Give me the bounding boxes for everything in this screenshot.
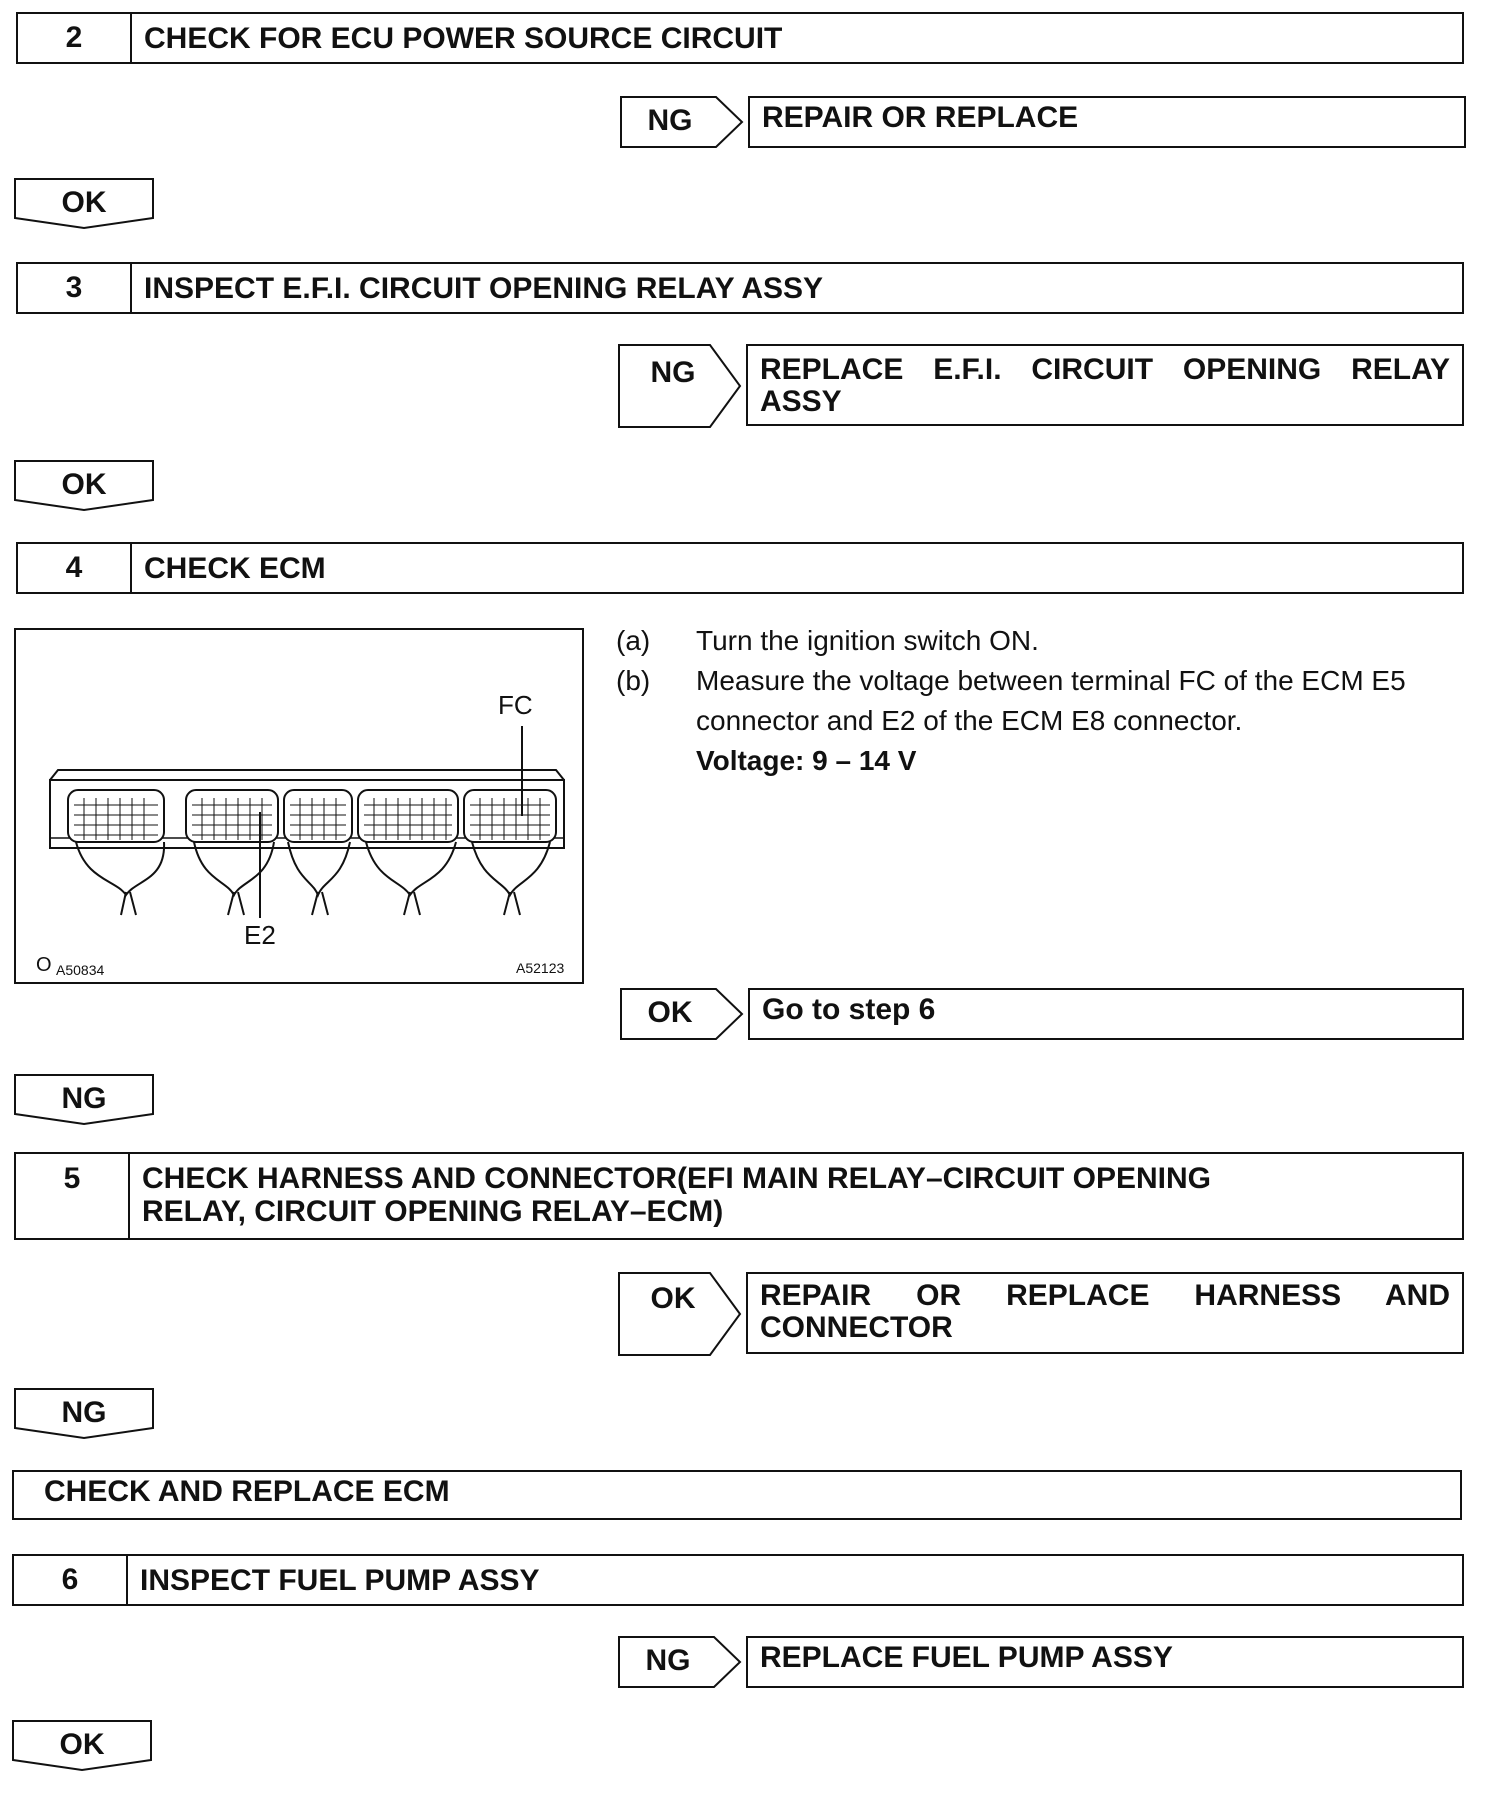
instruction-b-label: (b) bbox=[616, 665, 651, 696]
step-number: 3 bbox=[18, 264, 132, 312]
step-title: INSPECT E.F.I. CIRCUIT OPENING RELAY ASSY bbox=[144, 271, 824, 305]
step-number-text: 5 bbox=[63, 1162, 81, 1195]
step-title-line1: CHECK HARNESS AND CONNECTOR(EFI MAIN RELAY–CIRCUIT OPENING bbox=[142, 1162, 1211, 1195]
step-title bbox=[130, 1154, 1223, 1238]
ok-flow-label: OK bbox=[61, 186, 107, 219]
step-number: 6 bbox=[14, 1556, 128, 1604]
step-title: CHECK ECM bbox=[144, 551, 326, 585]
repair-or-replace-box bbox=[748, 96, 1466, 148]
repair-harness-box bbox=[746, 1272, 1464, 1354]
ok-tag-label: OK bbox=[647, 996, 693, 1029]
result-text-line1: REPLACE E.F.I. CIRCUIT OPENING RELAY bbox=[760, 353, 1450, 386]
result-text: Go to step 6 bbox=[762, 993, 936, 1026]
ng-flow-label: NG bbox=[61, 1082, 107, 1115]
e2-terminal-label: E2 bbox=[244, 920, 276, 950]
instruction-a-label: (a) bbox=[616, 625, 651, 656]
check-and-replace-ecm-box bbox=[12, 1470, 1462, 1520]
step-6-header bbox=[12, 1554, 1464, 1606]
step-number: 4 bbox=[18, 544, 132, 592]
figure-code-left: A50834 bbox=[56, 962, 105, 978]
ok-flow-label: OK bbox=[59, 1728, 105, 1761]
result-text-line2: CONNECTOR bbox=[760, 1310, 953, 1344]
instruction-b-line2: connector and E2 of the ECM E8 connector. bbox=[696, 705, 1243, 736]
result-text: REPLACE FUEL PUMP ASSY bbox=[760, 1641, 1173, 1674]
ng-tag-label: NG bbox=[650, 356, 696, 389]
ok-tag-label: OK bbox=[650, 1282, 696, 1315]
ok-flow-label: OK bbox=[61, 468, 107, 501]
replace-fuel-pump-box bbox=[746, 1636, 1464, 1688]
action-text: CHECK AND REPLACE ECM bbox=[44, 1475, 450, 1508]
ng-tag-label: NG bbox=[647, 104, 693, 137]
ecm-connector-illustration bbox=[16, 630, 582, 982]
step-title: INSPECT FUEL PUMP ASSY bbox=[140, 1563, 540, 1597]
step-title-line2: RELAY, CIRCUIT OPENING RELAY–ECM) bbox=[142, 1195, 724, 1228]
replace-relay-box bbox=[746, 344, 1464, 426]
figure-code-right: A52123 bbox=[516, 960, 565, 976]
voltage-spec: Voltage: 9 – 14 V bbox=[696, 745, 917, 776]
instruction-b-line1: Measure the voltage between terminal FC of the ECM E5 bbox=[696, 665, 1406, 696]
go-to-step-6-box bbox=[748, 988, 1464, 1040]
figure-code-prefix: O bbox=[36, 954, 52, 976]
step-number: 2 bbox=[18, 14, 132, 62]
step-4-header bbox=[16, 542, 1464, 594]
fc-terminal-label: FC bbox=[498, 690, 533, 720]
result-text-line1: REPAIR OR REPLACE HARNESS AND bbox=[760, 1279, 1450, 1312]
result-text-line2: ASSY bbox=[760, 384, 842, 418]
ng-flow-label: NG bbox=[61, 1396, 107, 1429]
step-2-header bbox=[16, 12, 1464, 64]
step-5-header bbox=[14, 1152, 1464, 1240]
step-3-header bbox=[16, 262, 1464, 314]
step-title: CHECK FOR ECU POWER SOURCE CIRCUIT bbox=[144, 21, 783, 55]
ecm-connector-figure bbox=[14, 628, 584, 984]
instruction-a-text: Turn the ignition switch ON. bbox=[696, 625, 1039, 656]
step-number bbox=[16, 1154, 130, 1238]
ng-tag-label: NG bbox=[645, 1644, 691, 1677]
result-text: REPAIR OR REPLACE bbox=[762, 101, 1079, 134]
